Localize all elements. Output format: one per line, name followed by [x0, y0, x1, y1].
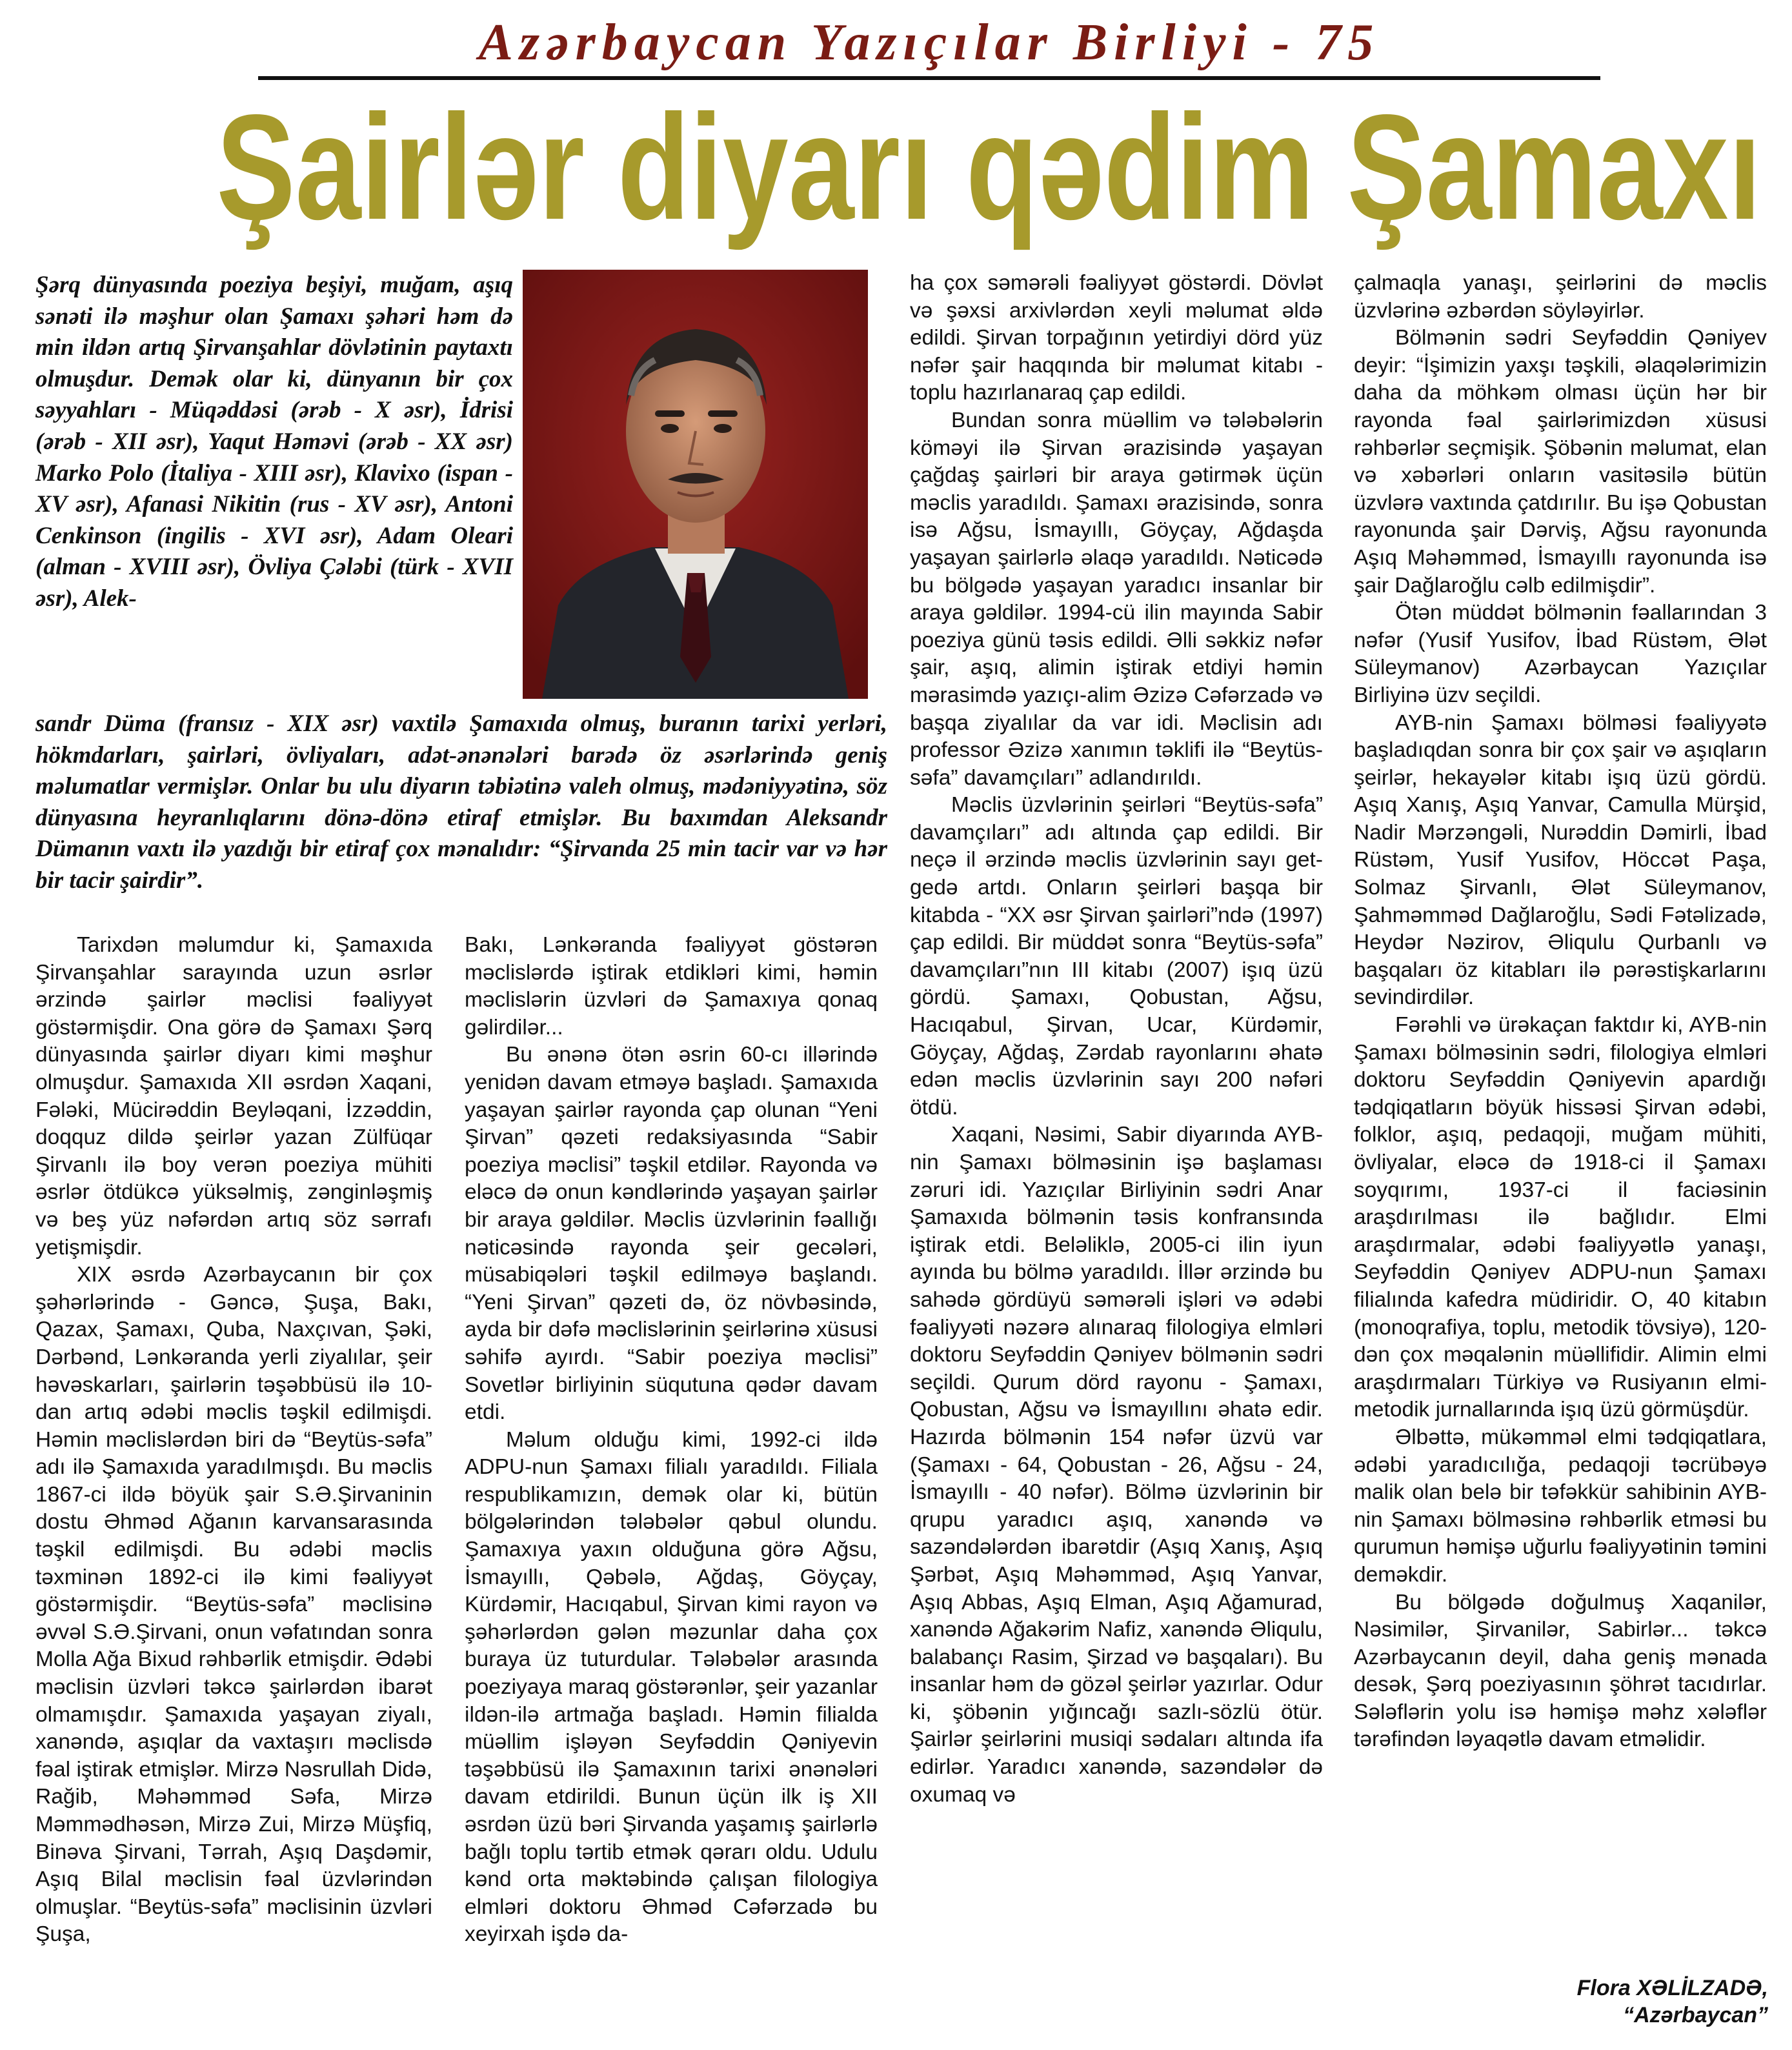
paragraph: AYB-nin Şamaxı bölməsi fəaliyyətə başladıqdan sonra bir çox şair və aşıqların şeirlər, hekayələr kitabı işıq üzü gördü. Aşıq Xanış, Aşıq Yanvar, Camulla Mürşid, Nadir Mərzəngəli, Nurəddin Dəmirli, İbad Rüstəm, Yusif Yusifov, Höccət Paşa, Solmaz Şirvanlı, Ələt Süleymanov, Şahməmməd Dağlaroğlu, Sədi Fətəlizadə, Heydər Nəzirov, Əliqulu Qurbanlı və başqaları öz kitabları ilə pərəstişkarlarını sevindirdilər. [1354, 710, 1767, 1010]
paragraph: Fərəhli və ürəkaçan faktdır ki, AYB-nin Şamaxı bölməsinin sədri, filologiya elmləri doktoru Seyfəddin Qəniyevin apardığı tədqiqatların böyük hissəsi Şirvan ədəbi, folklor, aşıq, pedaqoji, muğam mühiti, övliyalar, eləcə də 1918-ci il Şamaxı soyqırımı, 1937-ci il faciəsinin araşdırılması ilə bağlıdır. Elmi araşdırmalar, ədəbi fəaliyyətlə yanaşı, Seyfəddin Qəniyev ADPU-nun Şamaxı filialında kafedra müdiridir. O, 40 kitabın (monoqrafiya, toplu, metodik tövsiyə), 120-dən çox məqalənin müəllifidir. Alimin elmi araşdırmaları Türkiyə və Rusiyanın elmi-metodik jurnallarında işıq üzü görmüşdür. [1354, 1013, 1767, 1422]
article-column-4 [1354, 270, 1767, 1754]
paragraph: Tarixdən məlumdur ki, Şamaxıda Şirvanşahlar sarayında uzun əsrlər ərzində şairlər məclisi fəaliyyət göstərmişdir. Ona görə də Şamaxı Şərq dünyasında şairlər diyarı kimi məşhur olmuşdur. Şamaxıda XII əsrdən Xaqani, Fələki, Mücirəddin Beyləqani, İzzəddin, doqquz dildə şeirlər yazan Zülfüqar Şirvanlı ilə boy verən poeziya mühiti əsrlər ötdükcə yüksəlmiş, zənginləşmiş və beş yüz nəfərdən artıq söz sərrafı yetişmişdir. [35, 933, 432, 1260]
author-name: Flora XƏLİLZADƏ, [1576, 1976, 1768, 2000]
paragraph: Əlbəttə, mükəmməl elmi tədqiqatlara, ədəbi yaradıcılığa, pedaqoji təcrübəyə malik olan belə bir təfəkkür sahibinin AYB-nin Şamaxı bölməsinə rəhbərlik etməsi bu qurumun həmişə uğurlu fəaliyyətinin təmini deməkdir. [1354, 1425, 1767, 1587]
paragraph: XIX əsrdə Azərbaycanın bir çox şəhərlərində - Gəncə, Şuşa, Bakı, Qazax, Şamaxı, Quba, Naxçıvan, Şəki, Dərbənd, Lənkəranda yerli ziyalılar, şeir həvəskarları, şairlərin təşəbbüsü ilə 10-dan artıq ədəbi məclis təşkil edilmişdi. Həmin məclislərdən biri də “Beytüs-səfa” adı ilə Şamaxıda yaradılmışdı. Bu məclis 1867-ci ildə böyük şair S.Ə.Şirvaninin dostu Əhməd Ağanın karvansarasında təşkil edilmişdi. Bu ədəbi məclis təxminən 1892-ci ilə kimi fəaliyyət göstərmişdir. “Beytüs-səfa” məclisinə əvvəl S.Ə.Şirvani, onun vəfatından sonra Molla Ağa Bixud rəhbərlik etmişdir. Ədəbi məclisin üzvləri təkcə şairlərdən ibarət olmamışdır. Şamaxıda yaşayan ziyalı, xanəndə, aşıqlar da vaxtaşırı məclisdə fəal iştirak etmişlər. Mirzə Nəsrullah Didə, Rağib, Məhəmməd Səfa, Mirzə Məmmədhəsən, Mirzə Zui, Mirzə Müşfiq, Binəva Şirvani, Tərrah, Aşıq Daşdəmir, Aşıq Bilal məclisin fəal üzvlərindən olmuşlar. “Beytüs-səfa” məclisinin üzvləri Şuşa, [35, 1263, 432, 1947]
article-column-3 [910, 270, 1323, 1809]
headline: Şairlər diyarı qədim Şamaxı [216, 84, 1762, 251]
rubric-header [258, 9, 1600, 76]
author-signature [1420, 1975, 1768, 2029]
article-column-1 [35, 932, 432, 1949]
paragraph: ha çox səmərəli fəaliyyət göstərdi. Dövlət və şəxsi arxivlərdən xeyli məlumat əldə edildi. Şirvan torpağının yetirdiyi dörd yüz nəfər şair haqqında bir məlumat kitabı - toplu hazırlanaraq çap edildi. [910, 271, 1323, 405]
article-column-2 [465, 932, 878, 1949]
rubric-text: Azərbaycan Yazıçılar Birliyi - 75 [478, 14, 1380, 71]
paragraph: Bölmənin sədri Seyfəddin Qəniyev deyir: “İşimizin yaxşı təşkili, əlaqələrimizin daha da möhkəm olması üçün hər bir rayonda fəal şairlərimizdən xüsusi rəhbərlər seçmişik. Şöbənin məlumat, elan və xəbərləri onların vasitəsilə bütün üzvlərə vaxtında çatdırılır. Bu işə Qobustan rayonunda şair Dərviş, Ağsu rayonunda Aşıq Məhəmməd, İsmayıllı rayonunda isə şair Dağlaroğlu cəlb edilmişdir”. [1354, 326, 1767, 598]
paragraph: Məlum olduğu kimi, 1992-ci ildə ADPU-nun Şamaxı filialı yaradıldı. Filiala respublikamızın, demək olar ki, bütün bölgələrindən tələbələr qəbul olundu. Şamaxıya yaxın olduğuna görə Ağsu, İsmayıllı, Qəbələ, Ağdaş, Göyçay, Kürdəmir, Hacıqabul, Şirvan kimi rayon və şəhərlərdən gələn məzunlar daha çox buraya üz tuturdular. Tələbələr arasında poeziyaya maraq göstərənlər, şeir yazanlar ildən-ilə artmağa başladı. Həmin filialda müəllim işləyən Seyfəddin Qəniyevin təşəbbüsü ilə Şamaxının tarixi ənənələri davam etdirildi. Bunun üçün ilk iş XII əsrdən üzü bəri Şirvanda yaşamış şairlərlə bağlı toplu tərtib etmək qərarı oldu. Udulu kənd orta məktəbində çalışan filologiya elmləri doktoru Əhməd Cəfərzadə bu xeyirxah işdə da- [465, 1427, 878, 1947]
paragraph: Məclis üzvlərinin şeirləri “Beytüs-səfa” davamçıları” adı altında çap edildi. Bir neçə il ərzində məclis üzvlərinin sayı get-gedə artdı. Onların şeirləri başqa bir kitabda - “XX əsr Şirvan şairləri”ndə (1997) çap edildi. Bir müddət sonra “Beytüs-səfa” davamçıları”nın III kitabı (2007) işıq üzü gördü. Şamaxı, Qobustan, Ağsu, Hacıqabul, Şirvan, Ucar, Kürdəmir, Göyçay, Ağdaş, Zərdab rayonlarını əhatə edən məclis üzvlərinin sayı 200 nəfəri ötdü. [910, 793, 1323, 1120]
publication-name: “Azərbaycan” [1623, 2003, 1768, 2027]
paragraph: Bu bölgədə doğulmuş Xaqanilər, Nəsimilər, Şirvanilər, Sabirlər... təkcə Azərbaycanın deyil, daha geniş mənada desək, Şərq poeziyasının şöhrət tacıdırlar. Sələflərin yolu isə həmişə məhz xələflər tərəfindən ləyaqətlə davam etməlidir. [1354, 1590, 1767, 1752]
paragraph: Ötən müddət bölmənin fəallarından 3 nəfər (Yusif Yusifov, İbad Rüstəm, Ələt Süleymanov) Azərbaycan Yazıçılar Birliyinə üzv seçildi. [1354, 601, 1767, 707]
paragraph: çalmaqla yanaşı, şeirlərini də məclis üzvlərinə əzbərdən söyləyirlər. [1354, 271, 1767, 323]
rubric-underline [258, 76, 1600, 80]
lead-paragraph-full-width [35, 708, 887, 897]
lead-text-left: Şərq dünyasında poeziya beşiyi, muğam, aşıq sənəti ilə məşhur olan Şamaxı şəhəri həm də min ildən artıq Şirvanşahlar dövlətinin paytaxtı olmuşdur. Demək olar ki, dünyanın bir çox səyyahları - Müqəddəsi (ərəb - X əsr), İdrisi (ərəb - XII əsr), Yaqut Həməvi (ərəb - XX əsr) Marko Polo (İtaliya - XIII əsr), Klavixo (ispan - XV əsr), Afanasi Nikitin (rus - XV əsr), Antoni Cenkinson (ingilis - XVI əsr), Adam Oleari (alman - XVIII əsr), Övliya Çələbi (türk - XVII əsr), Alek- [35, 272, 513, 612]
lead-text-full: sandr Düma (fransız - XIX əsr) vaxtilə Şamaxıda olmuş, buranın tarixi yerləri, hökmdarları, şairləri, övliyaları, adət-ənənələri barədə öz əsərlərində geniş məlumatlar vermişlər. Onlar bu ulu diyarın təbiətinə valeh olmuş, mədəniyyətinə, söz dünyasına heyranlıqlarını dönə-dönə etiraf etmişlər. Bu baxımdan Aleksandr Dümanın vaxtı ilə yazdığı bir etiraf çox mənalıdır: “Şirvanda 25 min tacir var və hər bir tacir şairdir”. [35, 710, 887, 894]
lead-paragraph [35, 270, 513, 615]
portrait-photo [523, 270, 868, 699]
paragraph: Bundan sonra müəllim və tələbələrin köməyi ilə Şirvan ərazisində yaşayan çağdaş şairləri bir araya gətirmək üçün məclis yaradıldı. Şamaxı ərazisində, sonra isə Ağsu, İsmayıllı, Göyçay, Ağdaşda yaşayan şairlərlə əlaqə yaradıldı. Nəticədə bu bölgədə yaşayan yaradıcı insanlar bir araya gəldilər. 1994-cü ilin mayında Sabir poeziya günü təsis edildi. Əlli səkkiz nəfər şair, aşıq, alimin iştirak etdiyi həmin mərasimdə yazıçı-alim Əzizə Cəfərzadə və başqa ziyalılar da var idi. Məclisin adı professor Əzizə xanımın təklifi ilə “Beytüs-səfa” davamçıları” adlandırıldı. [910, 408, 1323, 790]
paragraph: Xaqani, Nəsimi, Sabir diyarında AYB-nin Şamaxı bölməsinin işə başlaması zəruri idi. Yazıçılar Birliyinin sədri Anar Şamaxıda bölmənin təsis konfransında iştirak etdi. Beləliklə, 2005-ci ilin iyun ayında bu bölmə yaradıldı. İllər ərzində bu sahədə gördüyü səmərəli işləri və ədəbi fəaliyyəti nəzərə alınaraq filologiya elmləri doktoru Seyfəddin Qəniyev bölmənin sədri seçildi. Qurum dörd rayonu - Şamaxı, Qobustan, Ağsu və İsmayıllını əhatə edir. Hazırda bölmənin 154 nəfər üzvü var (Şamaxı - 64, Qobustan - 26, Ağsu - 24, İsmayıllı - 40 nəfər). Bölmə üzvlərinin bir qrupu yaradıcı aşıq, xanəndə və sazəndələrdən ibarətdir (Aşıq Xanış, Aşıq Şərbət, Aşıq Məhəmməd, Aşıq Yanvar, Aşıq Abbas, Aşıq Elman, Aşıq Ağamurad, xanəndə Ağakərim Nafiz, xanəndə Əliqulu, balabançı Rasim, Şirzad və başqaları). Bu insanlar həm də gözəl şeirlər yazırlar. Odur ki, şöbənin yığıncağı sazlı-sözlü ötür. Şairlər şeirlərini musiqi sədaları altında ifa edirlər. Yaradıcı xanəndə, sazəndələr də oxumaq və [910, 1123, 1323, 1807]
paragraph: Bu ənənə ötən əsrin 60-cı illərində yenidən davam etməyə başladı. Şamaxıda yaşayan şairlər rayonda çap olunan “Yeni Şirvan” qəzeti redaksiyasında “Sabir poeziya məclisi” təşkil etdilər. Rayonda və eləcə də onun kəndlərində yaşayan şairlər bir araya gəldilər. Məclis üzvlərinin fəallığı nəticəsində rayonda şeir gecələri, müsabiqələri təşkil edilməyə başlandı. “Yeni Şirvan” qəzeti də, öz növbəsində, ayda bir dəfə məclislərinin şeirlərinə xüsusi səhifə ayırdı. “Sabir poeziya məclisi” Sovetlər birliyinin süqutuna qədər davam etdi. [465, 1043, 878, 1425]
paragraph: Bakı, Lənkəranda fəaliyyət göstərən məclislərdə iştirak etdikləri kimi, həmin məclislərin üzvləri də Şamaxıya qonaq gəlirdilər... [465, 933, 878, 1040]
